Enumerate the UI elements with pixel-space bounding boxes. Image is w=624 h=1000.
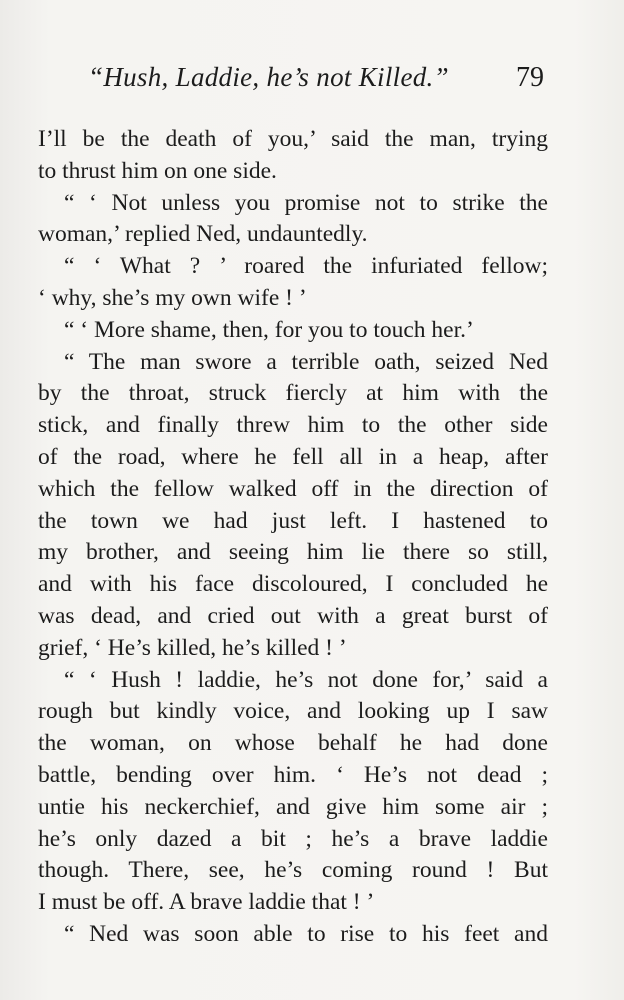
text-line: the woman, on whose behalf he had done xyxy=(38,730,548,757)
text-line: “ ‘ Not unless you promise not to strike the xyxy=(64,189,548,216)
text-line: which the fellow walked off in the direction of xyxy=(38,475,548,502)
text-line: ‘ why, she’s my own wife ! ’ xyxy=(38,284,307,311)
text-line: “ ‘ What ? ’ roared the infuriated fellow; xyxy=(64,253,548,280)
text-line: by the throat, struck fiercly at him with the xyxy=(38,380,548,407)
text-line: though. There, see, he’s coming round ! But xyxy=(38,857,548,884)
text-line: untie his neckerchief, and give him some air ; xyxy=(38,793,548,820)
text-line: “ Ned was soon able to rise to his feet and xyxy=(64,920,548,947)
text-line: and with his face discoloured, I concluded he xyxy=(38,571,548,598)
text-line: grief, ‘ He’s killed, he’s killed ! ’ xyxy=(38,634,347,661)
text-line: “ ‘ Hush ! laddie, he’s not done for,’ said a xyxy=(64,666,548,693)
text-line: the town we had just left. I hastened to xyxy=(38,507,548,534)
text-line: battle, bending over him. ‘ He’s not dead ; xyxy=(38,761,548,788)
text-line: of the road, where he fell all in a heap, after xyxy=(38,443,548,470)
text-line: woman,’ replied Ned, undauntedly. xyxy=(38,221,368,248)
text-line: “ ‘ More shame, then, for you to touch her.’ xyxy=(64,316,474,343)
text-line: my brother, and seeing him lie there so still, xyxy=(38,539,548,566)
page-header xyxy=(88,62,544,102)
text-line: I must be off. A brave laddie that ! ’ xyxy=(38,889,375,916)
body-text xyxy=(38,124,548,951)
text-line: “ The man swore a terrible oath, seized Ned xyxy=(64,348,548,375)
text-line: to thrust him on one side. xyxy=(38,157,277,184)
text-line: stick, and finally threw him to the other side xyxy=(38,412,548,439)
text-line: he’s only dazed a bit ; he’s a brave laddie xyxy=(38,825,548,852)
text-line: rough but kindly voice, and looking up I saw xyxy=(38,698,548,725)
page-number: 79 xyxy=(516,62,544,93)
text-line: I’ll be the death of you,’ said the man, trying xyxy=(38,126,548,152)
text-line: was dead, and cried out with a great burst of xyxy=(38,602,548,629)
running-head: “Hush, Laddie, he’s not Killed.” xyxy=(88,62,449,92)
